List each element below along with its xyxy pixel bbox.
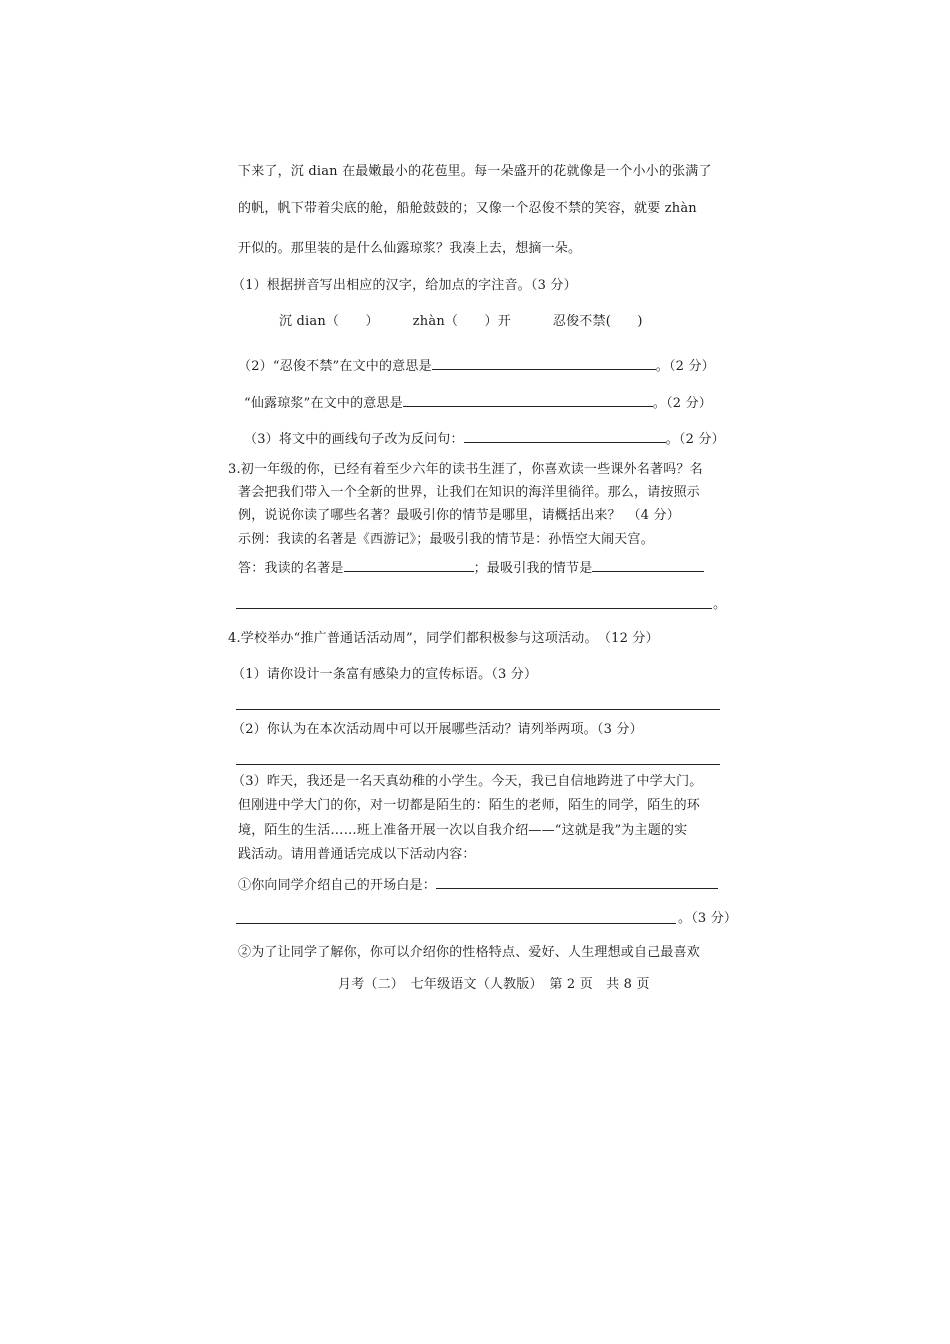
q4-score: 。（3 分） (678, 911, 738, 926)
q2-part2-a: （2）“忍俊不禁”在文中的意思是 。（2 分） (238, 355, 715, 376)
q4-part3-line-1: （3）昨天，我还是一名天真幼稚的小学生。今天，我已自信地跨进了中学大门。 (232, 774, 703, 789)
answer-blank[interactable] (592, 557, 704, 572)
q3-answer: 答：我读的名著是 ；最吸引我的情节是 (238, 557, 704, 578)
q4-part3-line-4: 践活动。请用普通话完成以下活动内容： (238, 847, 476, 862)
q4-part3-line-3: 境，陌生的生活……班上准备开展一次以自我介绍——“这就是我”为主题的实 (238, 823, 688, 838)
passage-line-3: 开似的。那里装的是什么仙露琼浆？我凑上去，想摘一朵。 (238, 241, 582, 256)
q4-part2: （2）你认为在本次活动周中可以开展哪些活动？请列举两项。（3 分） (232, 722, 643, 737)
passage-line-2: 的帆，帆下带着尖底的舱，船舱鼓鼓的；又像一个忍俊不禁的笑容，就要 zhàn (238, 201, 697, 216)
page-footer: 月考（二） 七年级语文（人教版） 第 2 页 共 8 页 (338, 977, 650, 992)
pinyin-row (279, 313, 643, 331)
answer-blank[interactable] (432, 355, 656, 370)
q3-line-1: 3.初一年级的你，已经有着至少六年的读书生涯了，你喜欢读一些课外名著吗？名 (228, 462, 703, 477)
q4-part1: （1）请你设计一条富有感染力的宣传标语。（3 分） (232, 667, 538, 682)
answer-blank[interactable] (403, 392, 653, 407)
q4-opening-line: ①你向同学介绍自己的开场白是： (238, 874, 718, 895)
q3-example: 示例：我读的名著是《西游记》；最吸引我的情节是：孙悟空大闹天宫。 (238, 532, 654, 547)
q2-part3: （3）将文中的画线句子改为反问句： 。（2 分） (244, 428, 725, 449)
q4-part3-item2: ②为了让同学了解你，你可以介绍你的性格特点、爱好、人生理想或自己最喜欢 (238, 945, 701, 960)
end-period: 。 (713, 597, 727, 612)
pinyin-item-1: 沉 dian（ ） (279, 314, 379, 329)
passage-line-1: 下来了，沉 dian 在最嫩最小的花苞里。每一朵盛开的花就像是一个小小的张满了 (238, 164, 712, 179)
answer-line[interactable] (236, 764, 720, 765)
pinyin-item-2: zhàn（ ）开 (412, 314, 511, 329)
answer-line[interactable] (236, 608, 712, 609)
answer-blank[interactable] (464, 428, 666, 443)
answer-blank[interactable] (344, 557, 474, 572)
pinyin-item-3: 忍俊不禁( ) (552, 314, 643, 329)
answer-line[interactable] (236, 709, 720, 710)
q2-part2-b: “仙露琼浆”在文中的意思是 。（2 分） (244, 392, 712, 413)
q3-line-3: 例，说说你读了哪些名著？最吸引你的情节是哪里，请概括出来？ （4 分） (238, 508, 680, 523)
q4-title: 4.学校举办“推广普通话活动周”，同学们都积极参与这项活动。 （12 分） (228, 631, 659, 646)
q3-line-2: 著会把我们带入一个全新的世界，让我们在知识的海洋里徜徉。那么，请按照示 (238, 485, 701, 500)
answer-blank[interactable] (436, 874, 718, 889)
answer-line[interactable] (236, 923, 676, 924)
q4-part3-line-2: 但刚进中学大门的你，对一切都是陌生的：陌生的老师，陌生的同学，陌生的环 (238, 798, 701, 813)
q2-part1-prompt: （1）根据拼音写出相应的汉字，给加点的字注音。（3 分） (232, 278, 577, 293)
